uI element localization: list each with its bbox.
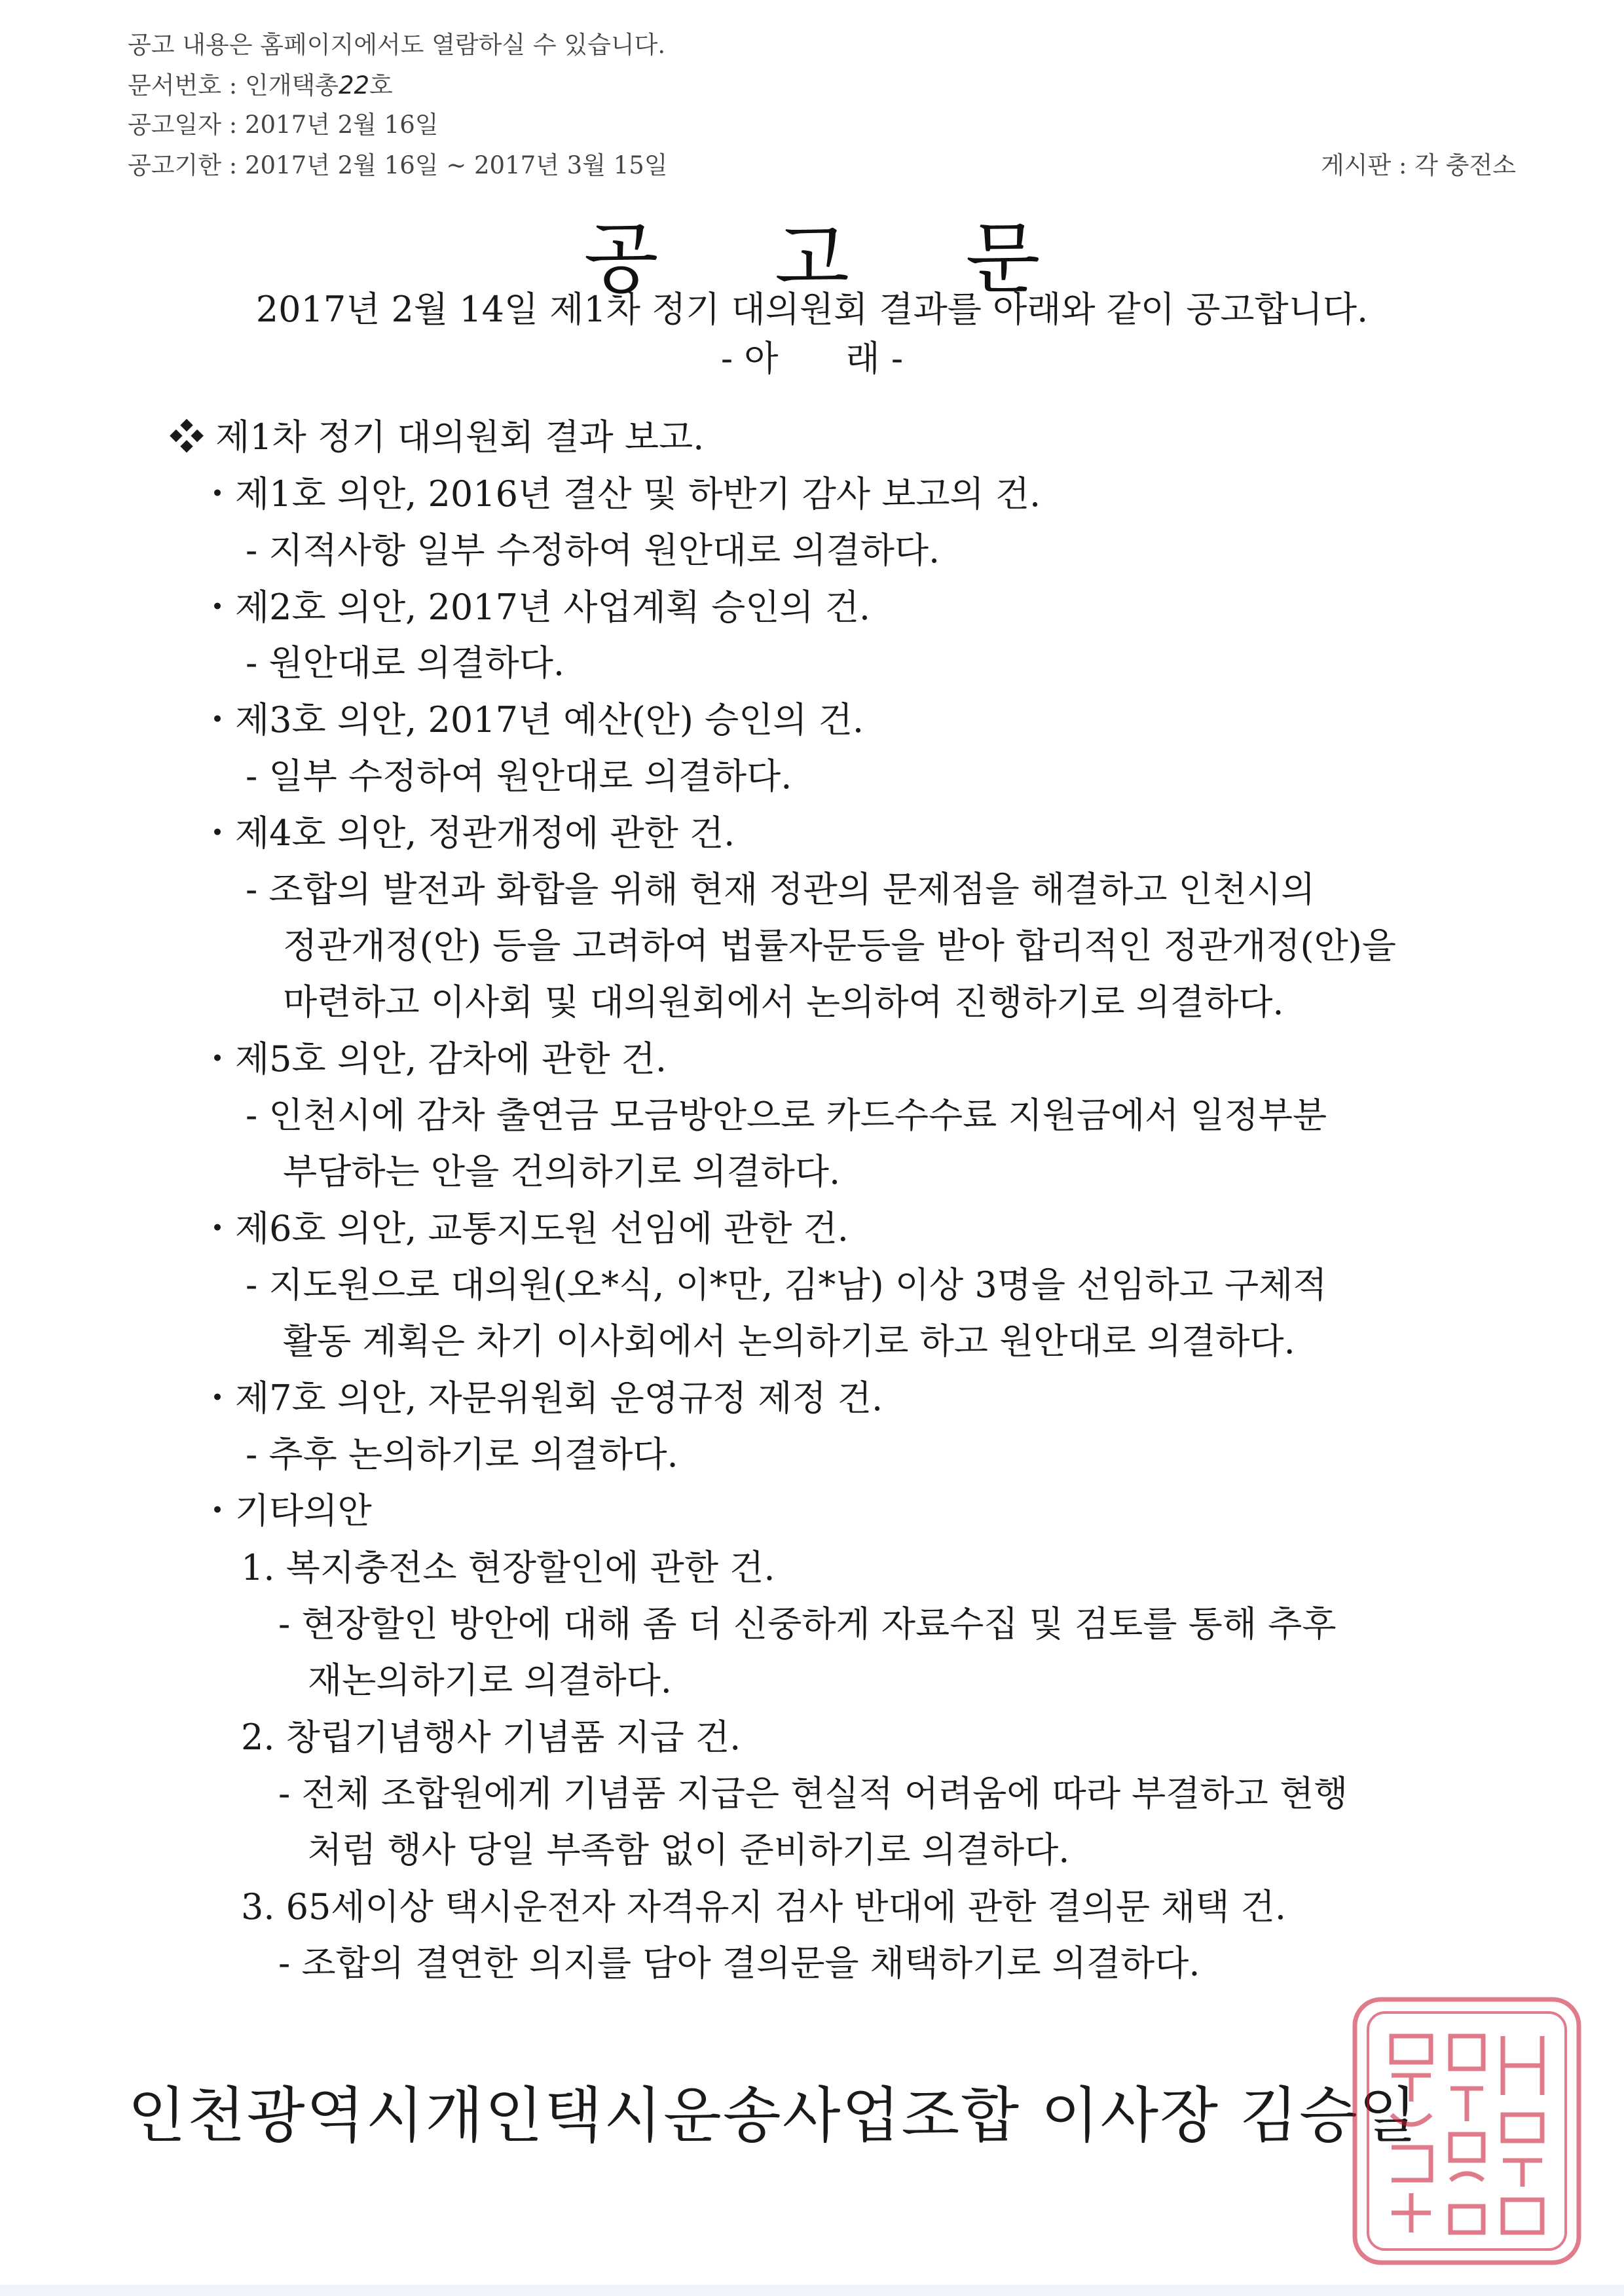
section-heading: ❖ 제1차 정기 대의원회 결과 보고.	[169, 416, 705, 458]
seal-glyph-left	[1392, 2036, 1431, 2232]
seal-glyph-middle	[1450, 2036, 1483, 2232]
resolution-line: - 원안대로 의결하다.	[246, 642, 565, 683]
resolution-line: - 지적사항 일부 수정하여 원안대로 의결하다.	[246, 530, 940, 571]
resolution-line: 정관개정(안) 등을 고려하여 법률자문등을 받아 합리적인 정관개정(안)을	[283, 925, 1397, 966]
agenda-item: ・제1호 의안, 2016년 결산 및 하반기 감사 보고의 건.	[200, 473, 1041, 515]
resolution-line: - 일부 수정하여 원안대로 의결하다.	[246, 756, 792, 797]
resolution-line: - 전체 조합원에게 기념품 지급은 현실적 어려움에 따라 부결하고 현행	[278, 1773, 1348, 1814]
official-seal-icon	[1346, 1990, 1588, 2272]
resolution-line: - 조합의 결연한 의지를 담아 결의문을 채택하기로 의결하다.	[278, 1942, 1200, 1984]
agenda-item: ・제7호 의안, 자문위원회 운영규정 제정 건.	[200, 1377, 883, 1419]
agenda-item: ・제2호 의안, 2017년 사업계획 승인의 건.	[200, 587, 871, 628]
notice-date: 공고일자 : 2017년 2월 16일	[128, 111, 439, 139]
sub-item: 1. 복지충전소 현장할인에 관한 건.	[241, 1547, 775, 1588]
scan-edge	[0, 2285, 1624, 2296]
seal-border	[1355, 1999, 1579, 2263]
resolution-line: - 지도원으로 대의원(오*식, 이*만, 김*남) 이상 3명을 선임하고 구체적	[246, 1264, 1327, 1305]
resolution-line: 재논의하기로 의결하다.	[308, 1660, 672, 1701]
resolution-line: 활동 계획은 차기 이사회에서 논의하기로 하고 원안대로 의결하다.	[283, 1321, 1295, 1362]
resolution-line: 마련하고 이사회 및 대의원회에서 논의하여 진행하기로 의결하다.	[283, 981, 1284, 1023]
agenda-item: ・기타의안	[200, 1490, 372, 1531]
resolution-line: - 인천시에 감차 출연금 모금방안으로 카드수수료 지원금에서 일정부분	[246, 1095, 1327, 1136]
handwritten-number: 22	[338, 71, 370, 100]
resolution-line: 처럼 행사 당일 부족함 없이 준비하기로 의결하다.	[308, 1829, 1070, 1870]
agenda-item: ・제4호 의안, 정관개정에 관한 건.	[200, 812, 735, 854]
sub-item: 3. 65세이상 택시운전자 자격유지 검사 반대에 관한 결의문 채택 건.	[241, 1886, 1286, 1927]
intro-text: 2017년 2월 14일 제1차 정기 대의원회 결과를 아래와 같이 공고합니다.	[255, 289, 1369, 330]
document-number	[128, 65, 393, 101]
resolution-line: - 현장할인 방안에 대해 좀 더 신중하게 자료수집 및 검토를 통해 추후	[278, 1603, 1337, 1645]
page-title: 공 고 문	[583, 213, 1086, 304]
signer-name: 인천광역시개인택시운송사업조합 이사장 김승일	[128, 2081, 1418, 2151]
notice-period: 공고기한 : 2017년 2월 16일 ~ 2017년 3월 15일	[128, 151, 668, 179]
homepage-note: 공고 내용은 홈페이지에서도 열람하실 수 있습니다.	[128, 31, 666, 59]
below-label: - 아 래 -	[720, 338, 904, 379]
agenda-item: ・제6호 의안, 교통지도원 선임에 관한 건.	[200, 1208, 849, 1249]
document-number-suffix: 호	[369, 71, 393, 100]
seal-glyph-right	[1503, 2036, 1542, 2232]
agenda-item: ・제3호 의안, 2017년 예산(안) 승인의 건.	[200, 699, 864, 740]
document-number-label: 문서번호 : 인개택총	[128, 71, 339, 100]
bulletin-board: 게시판 : 각 충전소	[1321, 151, 1516, 179]
resolution-line: - 추후 논의하기로 의결하다.	[246, 1434, 678, 1475]
agenda-item: ・제5호 의안, 감차에 관한 건.	[200, 1038, 667, 1080]
resolution-line: - 조합의 발전과 화합을 위해 현재 정관의 문제점을 해결하고 인천시의	[246, 869, 1316, 910]
resolution-line: 부담하는 안을 건의하기로 의결하다.	[283, 1151, 841, 1192]
sub-item: 2. 창립기념행사 기념품 지급 건.	[241, 1717, 741, 1758]
